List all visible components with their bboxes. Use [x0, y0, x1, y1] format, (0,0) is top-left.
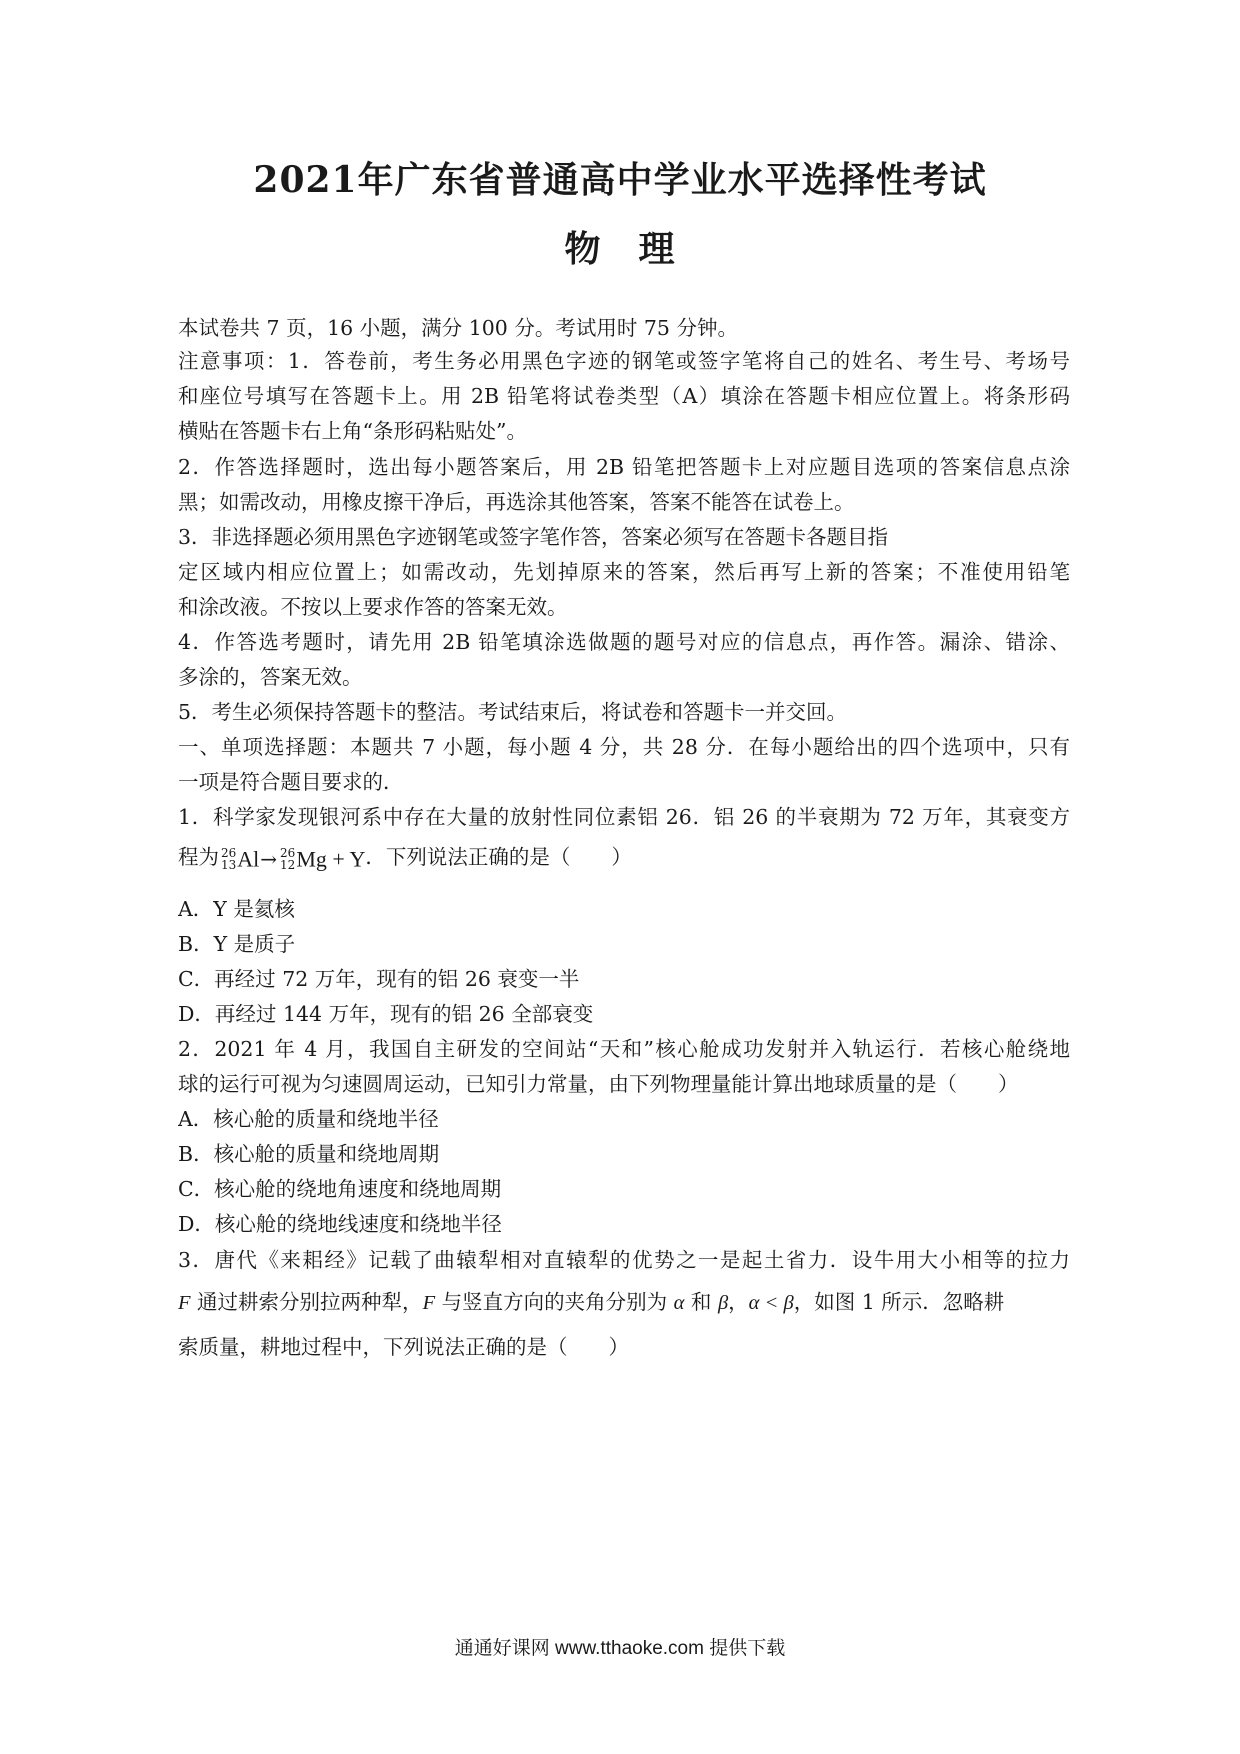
q1-stem-line-b	[178, 843, 1070, 873]
q2-option-c: C．核心舱的绕地角速度和绕地周期	[178, 1177, 502, 1201]
force-symbol-f-2: F	[422, 1292, 436, 1314]
beta-symbol: β	[717, 1292, 729, 1314]
q3-text-1: 通过耕索分别拉两种犁，	[190, 1290, 423, 1314]
intro-line: 本试卷共 7 页，16 小题，满分 100 分。考试用时 75 分钟。	[178, 316, 738, 340]
q1-stem-line-a: 1．科学家发现银河系中存在大量的放射性同位素铝 26．铝 26 的半衰期为 72 万年，其衰变方	[178, 805, 1070, 829]
note-3-line-b: 定区域内相应位置上；如需改动，先划掉原来的答案，然后再写上新的答案；不准使用铅笔	[178, 560, 1070, 584]
exam-title: 2021年广东省普通高中学业水平选择性考试	[253, 159, 987, 201]
al-atomic-number: 13	[221, 858, 237, 873]
q2-stem-line-a: 2．2021 年 4 月，我国自主研发的空间站“天和”核心舱成功发射并入轨运行．若核心舱绕地	[178, 1037, 1070, 1061]
q3-text-2: 与竖直方向的夹角分别为	[435, 1290, 674, 1314]
q3-stem-line-b	[178, 1288, 1070, 1317]
note-4-line-a: 4．作答选考题时，请先用 2B 铅笔填涂选做题的题号对应的信息点，再作答。漏涂、错涂、	[178, 630, 1070, 654]
note-1-line-a: 注意事项：1．答卷前，考生务必用黑色字迹的钢笔或签字笔将自己的姓名、考生号、考场号	[178, 349, 1070, 373]
magnesium-nuclide	[280, 844, 365, 874]
note-4-line-b: 多涂的，答案无效。	[178, 665, 363, 689]
note-1-line-b: 和座位号填写在答题卡上。用 2B 铅笔将试卷类型（A）填涂在答题卡相应位置上。将条形码	[178, 384, 1070, 408]
subject-heading: 物 理	[564, 228, 676, 270]
q3-stem-line-c: 索质量，耕地过程中，下列说法正确的是（ ）	[178, 1335, 629, 1359]
q2-option-a: A．核心舱的质量和绕地半径	[178, 1107, 439, 1131]
note-5-line: 5．考生必须保持答题卡的整洁。考试结束后，将试卷和答题卡一并交回。	[178, 700, 848, 724]
decay-arrow: →	[260, 846, 278, 871]
q1-option-b: B．Y 是质子	[178, 932, 296, 956]
aluminium-nuclide	[221, 844, 259, 874]
note-1-line-c: 横贴在答题卡右上角“条形码粘贴处”。	[178, 419, 527, 443]
section-1-heading-a: 一、单项选择题：本题共 7 小题，每小题 4 分，共 28 分．在每小题给出的四个选项中，只有	[178, 735, 1070, 759]
note-2-line-b: 黑；如需改动，用橡皮擦干净后，再选涂其他答案，答案不能答在试卷上。	[178, 490, 855, 514]
q3-text-3: 和	[684, 1290, 718, 1314]
al-mass-number: 26	[221, 846, 237, 861]
force-symbol-f: F	[178, 1292, 191, 1314]
angle-inequality: α < β	[748, 1292, 794, 1314]
note-3-line-a: 3．非选择题必须用黑色字迹钢笔或签字笔作答，答案必须写在答题卡各题目指	[178, 525, 889, 549]
q3-stem-line-a: 3．唐代《来耜经》记载了曲辕犁相对直辕犁的优势之一是起土省力．设牛用大小相等的拉力	[178, 1248, 1070, 1272]
download-footer: 通通好课网 www.tthaoke.com 提供下载	[454, 1638, 786, 1659]
q3-text-5: ，如图 1 所示．忽略耕	[793, 1290, 1005, 1314]
q2-option-d: D．核心舱的绕地线速度和绕地半径	[178, 1212, 502, 1236]
mg-symbol: Mg + Y	[296, 846, 366, 872]
mg-mass-number: 26	[280, 846, 296, 861]
note-3-line-c: 和涂改液。不按以上要求作答的答案无效。	[178, 595, 568, 619]
q1-option-c: C．再经过 72 万年，现有的铝 26 衰变一半	[178, 967, 580, 991]
q1-stem-prefix: 程为	[178, 845, 219, 869]
q1-option-a: A．Y 是氦核	[178, 897, 295, 921]
section-1-heading-b: 一项是符合题目要求的．	[178, 770, 404, 794]
al-symbol: Al	[237, 846, 260, 872]
note-2-line-a: 2．作答选择题时，选出每小题答案后，用 2B 铅笔把答题卡上对应题目选项的答案信息点涂	[178, 455, 1070, 479]
q1-option-d: D．再经过 144 万年，现有的铝 26 全部衰变	[178, 1002, 594, 1026]
mg-atomic-number: 12	[280, 858, 296, 873]
q1-stem-suffix: ．下列说法正确的是（ ）	[365, 845, 632, 869]
q3-text-4: ，	[728, 1290, 749, 1314]
alpha-symbol: α	[673, 1292, 685, 1314]
q2-stem-line-b: 球的运行可视为匀速圆周运动，已知引力常量，由下列物理量能计算出地球质量的是（ ）	[178, 1072, 1019, 1096]
q2-option-b: B．核心舱的质量和绕地周期	[178, 1142, 440, 1166]
